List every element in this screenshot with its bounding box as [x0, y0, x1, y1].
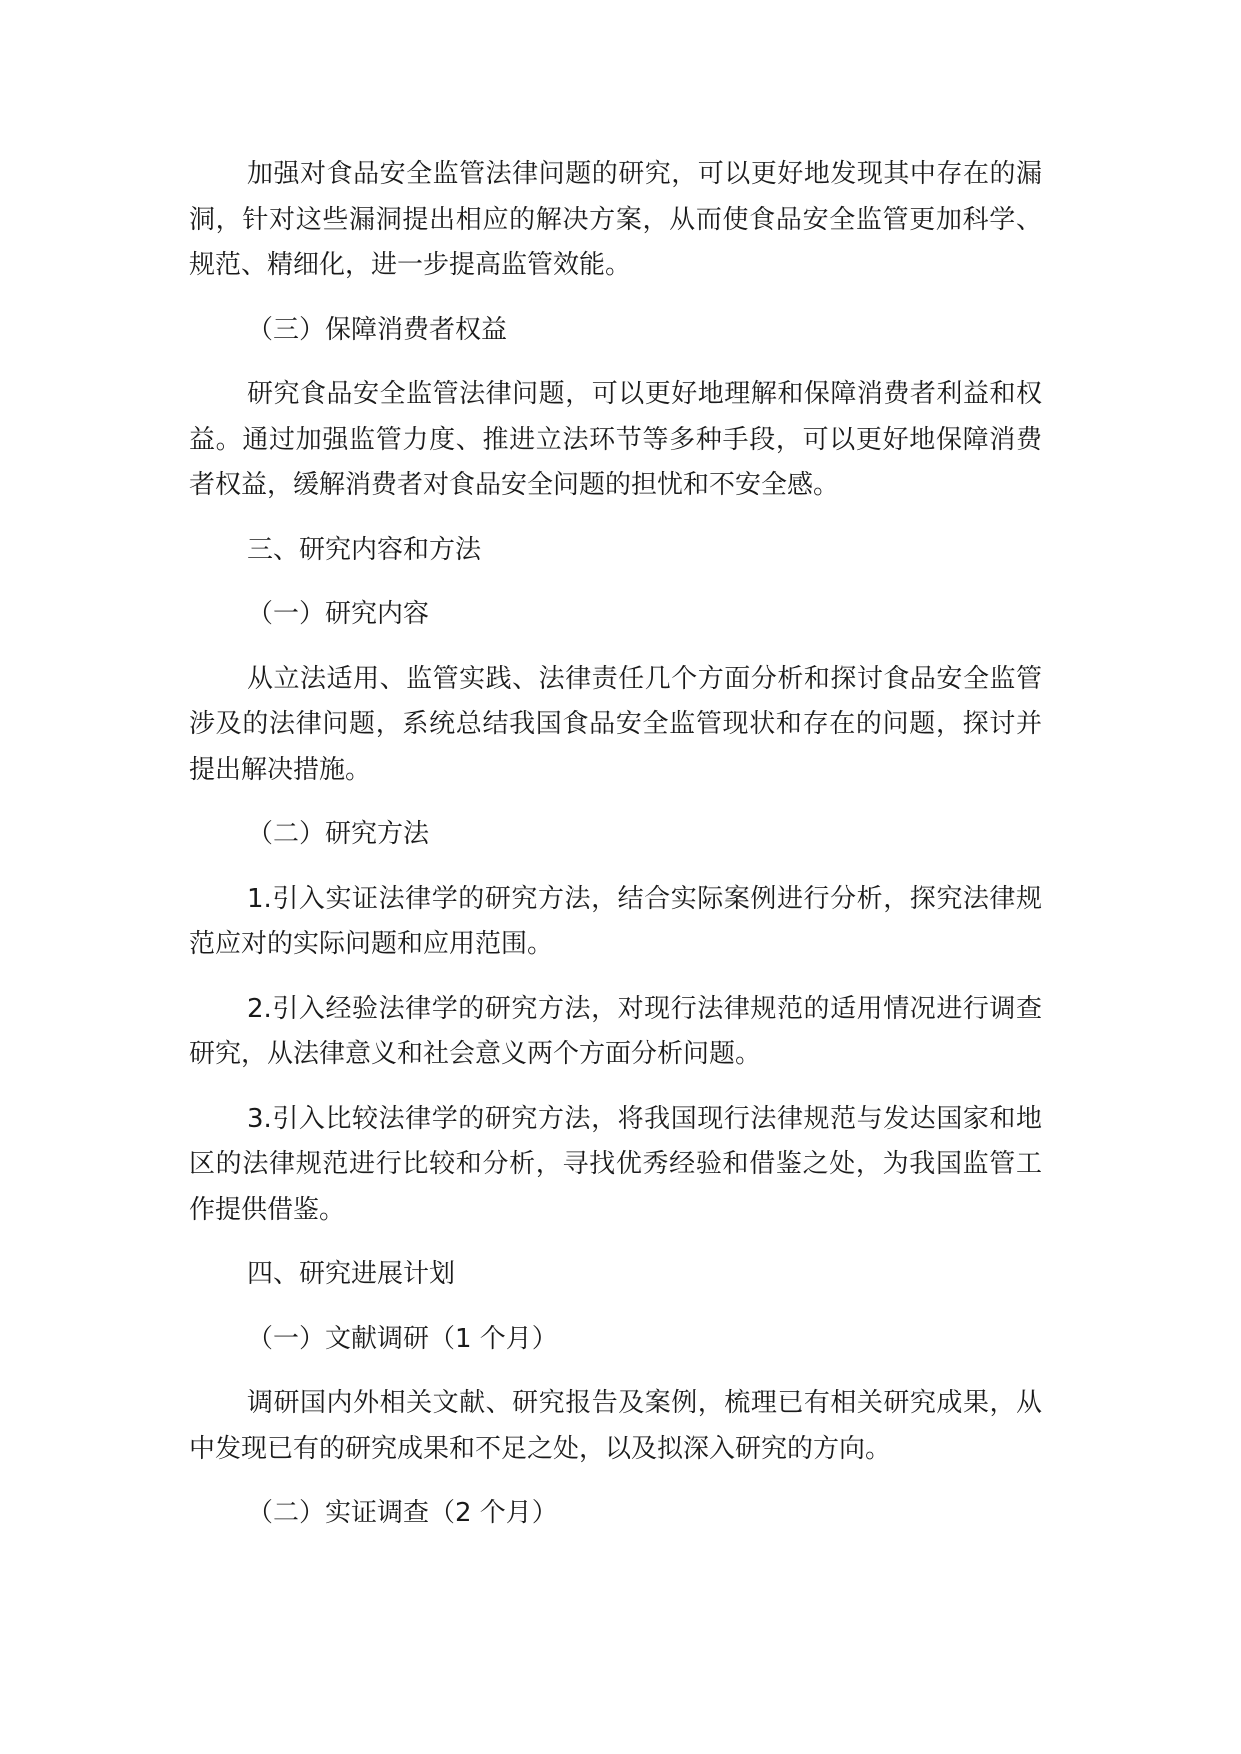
- subheading-empirical-survey: （二）实证调查（2 个月）: [247, 1498, 558, 1528]
- subheading-literature-review: （一）文献调研（1 个月）: [247, 1323, 558, 1354]
- subheading-research-content: （一）研究内容: [247, 599, 430, 629]
- paragraph-research-content: 从立法适用、监管实践、法律责任几个方面分析和探讨食品安全监管涉及的法律问题，系统总结我国食品安全监管现状和存在的问题，探讨并提出解决措施。: [189, 663, 1042, 785]
- section-heading-content-methods: 三、研究内容和方法: [247, 534, 482, 565]
- paragraph-method-3: 3.引入比较法律学的研究方法，将我国现行法律规范与发达国家和地区的法律规范进行比较和分析，寻找优秀经验和借鉴之处，为我国监管工作提供借鉴。: [189, 1103, 1042, 1225]
- paragraph-method-1: 1.引入实证法律学的研究方法，结合实际案例进行分析，探究法律规范应对的实际问题和应用范围。: [189, 883, 1042, 959]
- paragraph-literature-review: 调研国内外相关文献、研究报告及案例，梳理已有相关研究成果，从中发现已有的研究成果和不足之处，以及拟深入研究的方向。: [189, 1388, 1042, 1464]
- paragraph-consumer-rights: 研究食品安全监管法律问题，可以更好地理解和保障消费者利益和权益。通过加强监管力度、推进立法环节等多种手段，可以更好地保障消费者权益，缓解消费者对食品安全问题的担忧和不安全感。: [189, 379, 1042, 500]
- subheading-research-methods: （二）研究方法: [247, 819, 430, 849]
- paragraph-method-2: 2.引入经验法律学的研究方法，对现行法律规范的适用情况进行调查研究，从法律意义和社会意义两个方面分析问题。: [189, 993, 1042, 1069]
- document-body: [189, 152, 1042, 1556]
- section-heading-progress-plan: 四、研究进展计划: [247, 1259, 456, 1289]
- paragraph-improve-efficiency: 加强对食品安全监管法律问题的研究，可以更好地发现其中存在的漏洞，针对这些漏洞提出相应的解决方案，从而使食品安全监管更加科学、规范、精细化，进一步提高监管效能。: [189, 159, 1042, 280]
- subheading-protect-consumer-rights: （三）保障消费者权益: [247, 314, 508, 345]
